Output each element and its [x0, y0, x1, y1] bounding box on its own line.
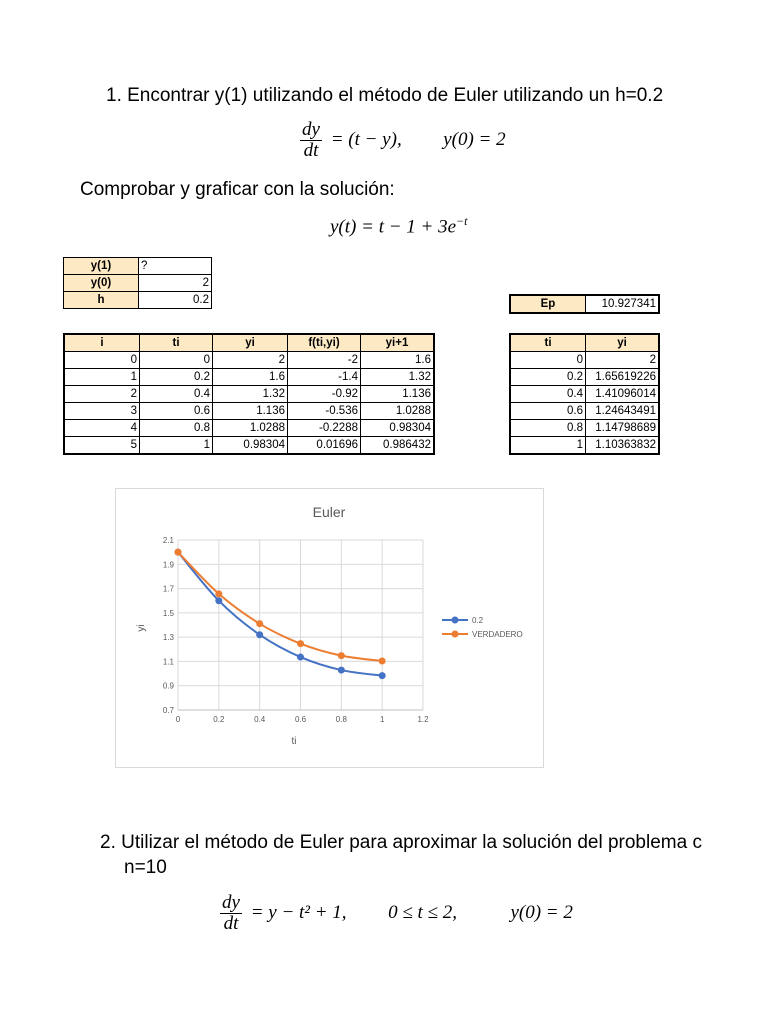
derivative-fraction: [300, 120, 322, 161]
euler-cell: 0.4: [140, 386, 213, 403]
y-tick-label: 1.7: [162, 584, 174, 594]
euler-cell: 0.6: [140, 403, 213, 420]
euler-cell: 0.2: [140, 369, 213, 386]
euler-cell: -1.4: [288, 369, 361, 386]
true-cell: 0.4: [510, 386, 586, 403]
euler-cell: 4: [64, 420, 140, 437]
euler-cell: 2: [64, 386, 140, 403]
initial-condition: y(0) = 2: [443, 128, 506, 150]
x-tick-label: 0.2: [213, 715, 225, 724]
params-table: [63, 257, 212, 309]
ep-label: Ep: [510, 295, 586, 313]
data-point: [379, 672, 386, 679]
problem2-equation: [220, 893, 573, 934]
exact-solution-exponent: −t: [456, 214, 468, 228]
param-label: y(0): [64, 275, 139, 292]
true-header-cell: yi: [586, 334, 660, 352]
legend-label: 0.2: [472, 616, 484, 625]
data-point: [215, 590, 222, 597]
euler-cell: 0: [64, 352, 140, 369]
euler-cell: 1.6: [361, 352, 435, 369]
y-axis-label: yi: [136, 624, 147, 632]
data-point: [256, 631, 263, 638]
euler-cell: 0: [140, 352, 213, 369]
x-tick-label: 1: [379, 715, 385, 724]
table-row: [64, 352, 434, 369]
param-value: 0.2: [139, 292, 212, 309]
derivative-fraction-2: [220, 893, 242, 934]
true-cell: 1.65619226: [586, 369, 660, 386]
euler-chart: [115, 488, 544, 768]
data-point: [379, 657, 386, 664]
derivative-numerator-2: dy: [222, 892, 240, 913]
y-tick-label: 1.1: [162, 657, 174, 667]
y-tick-label: 0.9: [162, 681, 174, 691]
problem2-heading-line1: 2. Utilizar el método de Euler para aproximar la solución del problema c: [100, 832, 702, 853]
data-point: [256, 620, 263, 627]
data-point: [175, 549, 182, 556]
ep-table: [509, 294, 660, 314]
euler-cell: 1.32: [213, 386, 288, 403]
true-cell: 0.2: [510, 369, 586, 386]
table-row: [510, 420, 659, 437]
euler-cell: -0.92: [288, 386, 361, 403]
true-cell: 1.24643491: [586, 403, 660, 420]
data-point: [297, 654, 304, 661]
euler-cell: 5: [64, 437, 140, 455]
euler-cell: 0.98304: [213, 437, 288, 455]
table-row: [64, 403, 434, 420]
euler-cell: 0.8: [140, 420, 213, 437]
x-axis-label: ti: [291, 736, 297, 747]
data-point: [297, 640, 304, 647]
euler-cell: 0.986432: [361, 437, 435, 455]
euler-header-cell: yi+1: [361, 334, 435, 352]
ep-row: [510, 295, 659, 313]
true-cell: 0.6: [510, 403, 586, 420]
params-row: [64, 292, 212, 309]
table-row: [510, 369, 659, 386]
derivative-denominator-2: dt: [223, 913, 239, 934]
x-tick-label: 1.2: [417, 715, 429, 724]
equation-rhs: = (t − y),: [330, 128, 402, 150]
param-label: h: [64, 292, 139, 309]
euler-cell: 1.136: [361, 386, 435, 403]
table-row: [64, 369, 434, 386]
euler-table: [63, 333, 435, 455]
param-value: ?: [139, 258, 212, 275]
table-row: [64, 386, 434, 403]
exact-solution-base: y(t) = t − 1 + 3e: [330, 216, 457, 238]
table-row: [64, 420, 434, 437]
true-cell: 0: [510, 352, 586, 369]
y-tick-label: 2.1: [162, 536, 174, 545]
data-point: [215, 597, 222, 604]
x-tick-label: 0.4: [254, 715, 266, 724]
param-value: 2: [139, 275, 212, 292]
chart-title: Euler: [312, 504, 346, 520]
euler-header-row: [64, 334, 434, 352]
true-cell: 1.41096014: [586, 386, 660, 403]
table-row: [64, 437, 434, 455]
ep-value: 10.927341: [586, 295, 660, 313]
y-tick-label: 1.3: [162, 633, 174, 643]
initial-condition-2: y(0) = 2: [510, 901, 573, 923]
data-point: [338, 667, 345, 674]
equation-range: 0 ≤ t ≤ 2,: [388, 901, 457, 923]
table-row: [510, 403, 659, 420]
table-row: [510, 386, 659, 403]
true-cell: 1: [510, 437, 586, 455]
x-tick-label: 0.8: [335, 715, 347, 724]
x-tick-label: 0: [175, 715, 181, 724]
euler-cell: -2: [288, 352, 361, 369]
legend-marker: [452, 631, 459, 638]
problem1-heading: 1. Encontrar y(1) utilizando el método de Euler utilizando un h=0.2: [106, 85, 664, 106]
euler-cell: 0.98304: [361, 420, 435, 437]
table-row: [510, 437, 659, 455]
euler-cell: 1.32: [361, 369, 435, 386]
euler-header-cell: ti: [140, 334, 213, 352]
params-row: [64, 275, 212, 292]
euler-cell: -0.536: [288, 403, 361, 420]
euler-cell: 0.01696: [288, 437, 361, 455]
problem2-heading-line2: n=10: [124, 857, 167, 878]
problem1-equation: [300, 120, 506, 161]
true-cell: 1.14798689: [586, 420, 660, 437]
true-header-row: [510, 334, 659, 352]
chart-canvas: [116, 489, 543, 767]
legend-marker: [452, 617, 459, 624]
y-tick-label: 1.5: [162, 608, 174, 618]
table-row: [510, 352, 659, 369]
exact-solution: [330, 214, 467, 238]
derivative-numerator: dy: [302, 119, 320, 140]
euler-cell: 2: [213, 352, 288, 369]
x-tick-label: 0.6: [294, 715, 307, 724]
true-solution-table: [509, 333, 660, 455]
euler-header-cell: yi: [213, 334, 288, 352]
legend-label: VERDADERO: [472, 630, 523, 639]
derivative-denominator: dt: [303, 140, 319, 161]
euler-cell: -0.2288: [288, 420, 361, 437]
y-tick-label: 0.7: [162, 706, 174, 715]
problem1-subheading: Comprobar y graficar con la solución:: [80, 179, 395, 200]
y-tick-label: 1.9: [162, 560, 174, 570]
series-line-1: [178, 552, 382, 661]
equation-rhs-2: = y − t² + 1,: [250, 901, 347, 923]
param-label: y(1): [64, 258, 139, 275]
true-cell: 1.10363832: [586, 437, 660, 455]
euler-cell: 1.6: [213, 369, 288, 386]
euler-cell: 1.136: [213, 403, 288, 420]
true-header-cell: ti: [510, 334, 586, 352]
euler-header-cell: f(ti,yi): [288, 334, 361, 352]
euler-cell: 1: [64, 369, 140, 386]
true-cell: 0.8: [510, 420, 586, 437]
euler-cell: 3: [64, 403, 140, 420]
data-point: [338, 652, 345, 659]
euler-cell: 1.0288: [361, 403, 435, 420]
euler-cell: 1: [140, 437, 213, 455]
true-cell: 2: [586, 352, 660, 369]
euler-header-cell: i: [64, 334, 140, 352]
params-row: [64, 258, 212, 275]
euler-cell: 1.0288: [213, 420, 288, 437]
